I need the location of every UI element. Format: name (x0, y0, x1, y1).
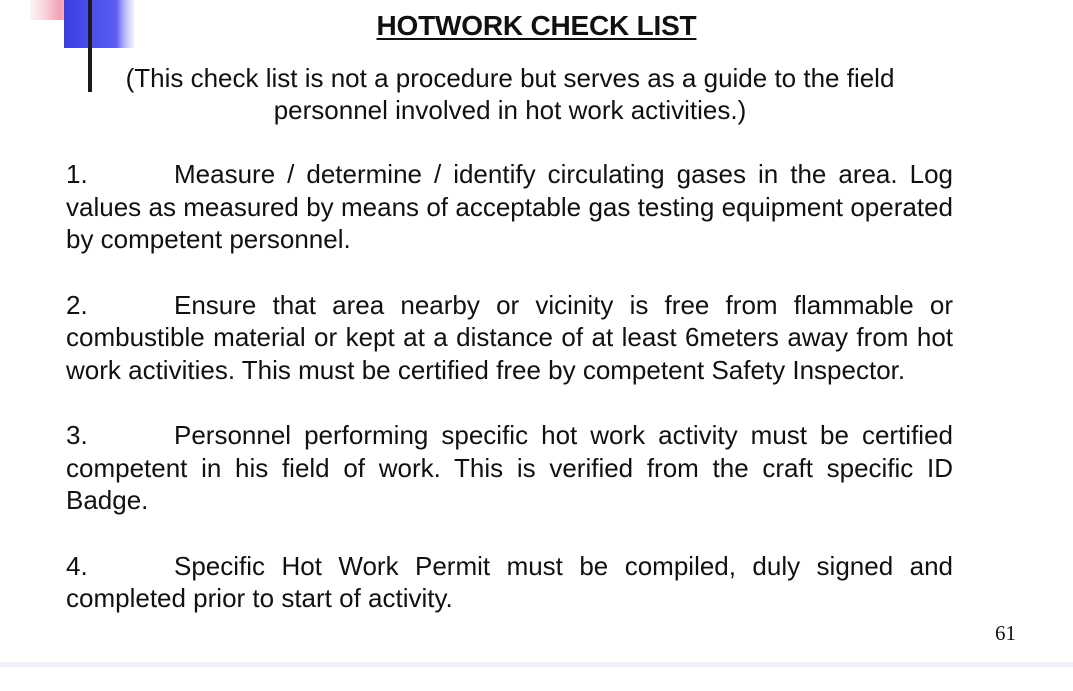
bottom-divider (0, 662, 1073, 667)
checklist (66, 158, 953, 648)
subtitle (0, 62, 1020, 126)
page-number: 61 (995, 621, 1016, 645)
item-number: 3. (66, 420, 88, 450)
item-number: 2. (66, 289, 88, 320)
item-text: Personnel performing specific hot work activity must be certified competent in his field of work. This is verified from the craft specific ID Badge. (66, 420, 953, 515)
subtitle-line-2: personnel involved in hot work activities.) (273, 95, 747, 125)
checklist-item (66, 158, 953, 256)
item-number: 1. (66, 159, 88, 189)
page-title (0, 8, 1073, 44)
checklist-item (66, 289, 953, 387)
page-title-text: HOTWORK CHECK LIST (376, 10, 697, 41)
checklist-item (66, 550, 953, 615)
item-text: Measure / determine / identify circulating gases in the area. Log values as measured by means of acceptable gas testing equipment operated by competent personnel. (66, 159, 953, 254)
item-number: 4. (66, 550, 88, 581)
item-text: Ensure that area nearby or vicinity is free from flammable or combustible material or kept at a distance of at least 6meters away from hot work activities. This must be certified free by competent Safety Inspector. (66, 289, 953, 385)
subtitle-line-1: (This check list is not a procedure but serves as a guide to the field (125, 63, 895, 93)
checklist-item (66, 419, 953, 517)
item-text: Specific Hot Work Permit must be compiled, duly signed and completed prior to start of activity. (66, 550, 953, 613)
